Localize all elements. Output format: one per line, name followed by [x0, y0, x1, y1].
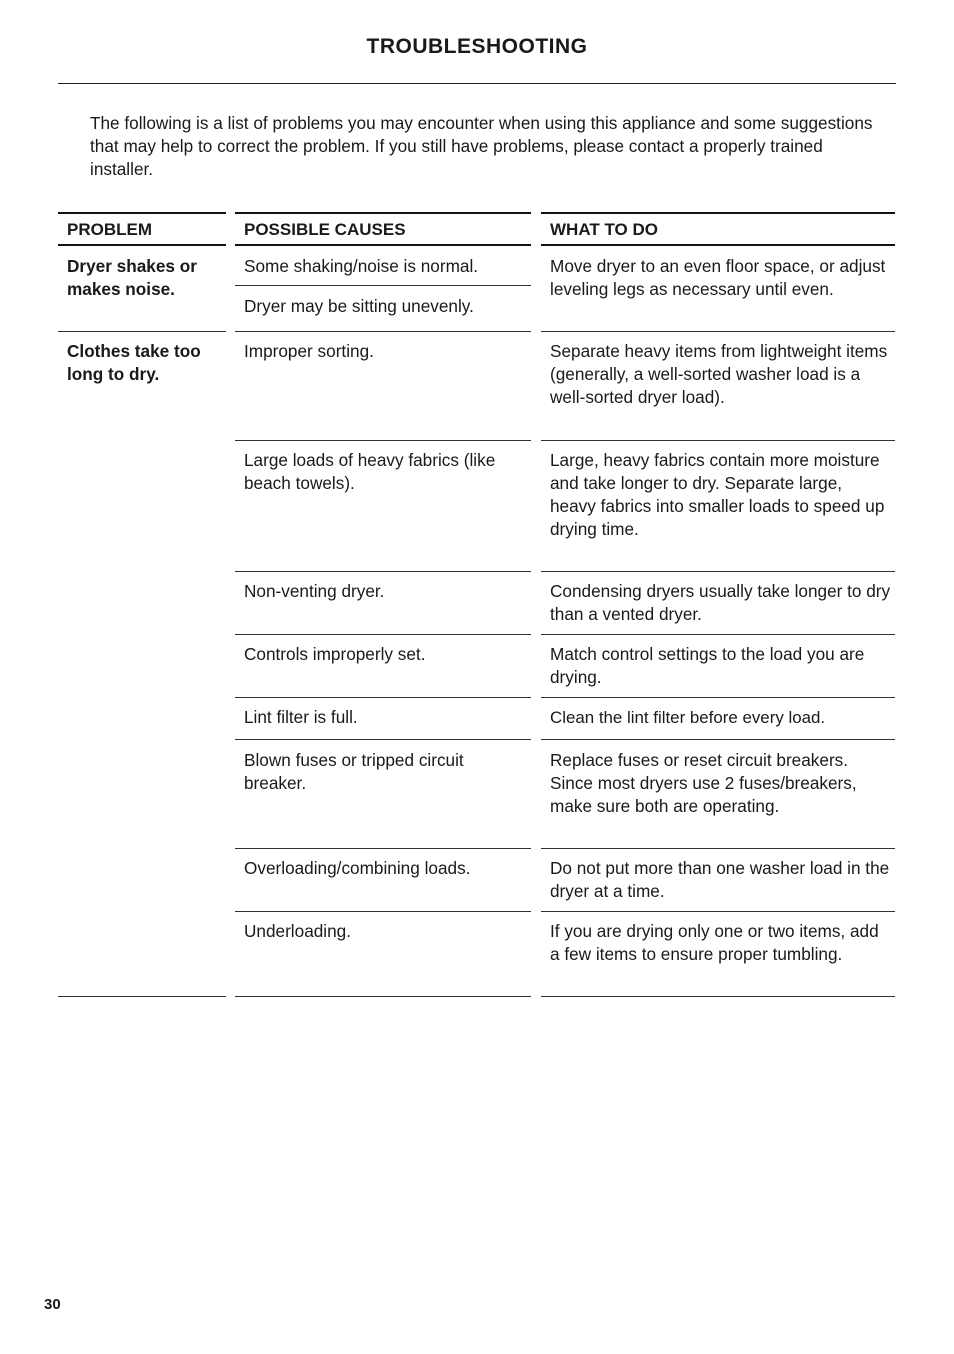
problem-divider [58, 331, 226, 332]
solution-divider [541, 848, 895, 849]
cause-cell: Improper sorting. [244, 341, 374, 361]
solution-divider [541, 697, 895, 698]
cause-cell: Dryer may be sitting unevenly. [244, 296, 474, 316]
solution-divider [541, 634, 895, 635]
cause-divider [235, 440, 531, 441]
solution-divider [541, 331, 895, 332]
solution-divider [541, 440, 895, 441]
cause-cell: Lint filter is full. [244, 707, 358, 727]
causes-column-top-rule [235, 212, 531, 214]
cause-divider [235, 848, 531, 849]
solution-divider [541, 571, 895, 572]
header-what-to-do: WHAT TO DO [550, 220, 658, 239]
cause-divider [235, 634, 531, 635]
cause-divider [235, 285, 531, 286]
solution-cell: Match control settings to the load you are drying. [550, 644, 865, 687]
problem-cell: Dryer shakes or makes noise. [67, 256, 197, 299]
title-divider [58, 83, 896, 84]
solution-cell: Clean the lint filter before every load. [550, 708, 826, 727]
cause-divider [235, 911, 531, 912]
page-number: 30 [44, 1296, 61, 1313]
cause-cell: Blown fuses or tripped circuit breaker. [244, 750, 464, 793]
solution-cell: Separate heavy items from lightweight items (generally, a well-sorted washer load is a well-sorted dryer load). [550, 341, 888, 407]
cause-divider [235, 331, 531, 332]
cause-cell: Large loads of heavy fabrics (like beach towels). [244, 450, 496, 493]
cause-cell: Non-venting dryer. [244, 581, 385, 601]
solution-cell: If you are drying only one or two items, add a few items to ensure proper tumbling. [550, 921, 879, 964]
solution-cell: Do not put more than one washer load in the dryer at a time. [550, 858, 890, 901]
todo-column-bottom-rule [541, 996, 895, 997]
solution-cell: Condensing dryers usually take longer to dry than a vented dryer. [550, 581, 891, 624]
header-possible-causes: POSSIBLE CAUSES [244, 220, 406, 239]
solution-divider [541, 739, 895, 740]
cause-cell: Overloading/combining loads. [244, 858, 471, 878]
cause-cell: Controls improperly set. [244, 644, 426, 664]
header-problem: PROBLEM [67, 220, 152, 239]
todo-header-bottom-rule [541, 244, 895, 246]
solution-cell: Move dryer to an even floor space, or adjust leveling legs as necessary until even. [550, 256, 886, 299]
problem-column-top-rule [58, 212, 226, 214]
cause-cell: Some shaking/noise is normal. [244, 256, 479, 276]
solution-cell: Large, heavy fabrics contain more moisture and take longer to dry. Separate large, heavy fabrics into smaller loads to speed up drying time. [550, 450, 885, 539]
cause-divider [235, 571, 531, 572]
problem-header-bottom-rule [58, 244, 226, 246]
problem-cell: Clothes take too long to dry. [67, 341, 201, 384]
causes-column-bottom-rule [235, 996, 531, 997]
problem-column-bottom-rule [58, 996, 226, 997]
intro-paragraph: The following is a list of problems you may encounter when using this appliance and some suggestions that may help to correct the problem. If you still have problems, please contact a properly trained installer. [90, 113, 873, 179]
causes-header-bottom-rule [235, 244, 531, 246]
solution-divider [541, 911, 895, 912]
todo-column-top-rule [541, 212, 895, 214]
cause-cell: Underloading. [244, 921, 352, 941]
page-title: TROUBLESHOOTING [366, 35, 588, 58]
solution-cell: Replace fuses or reset circuit breakers. Since most dryers use 2 fuses/breakers, make sure both are operating. [550, 750, 857, 816]
cause-divider [235, 697, 531, 698]
cause-divider [235, 739, 531, 740]
